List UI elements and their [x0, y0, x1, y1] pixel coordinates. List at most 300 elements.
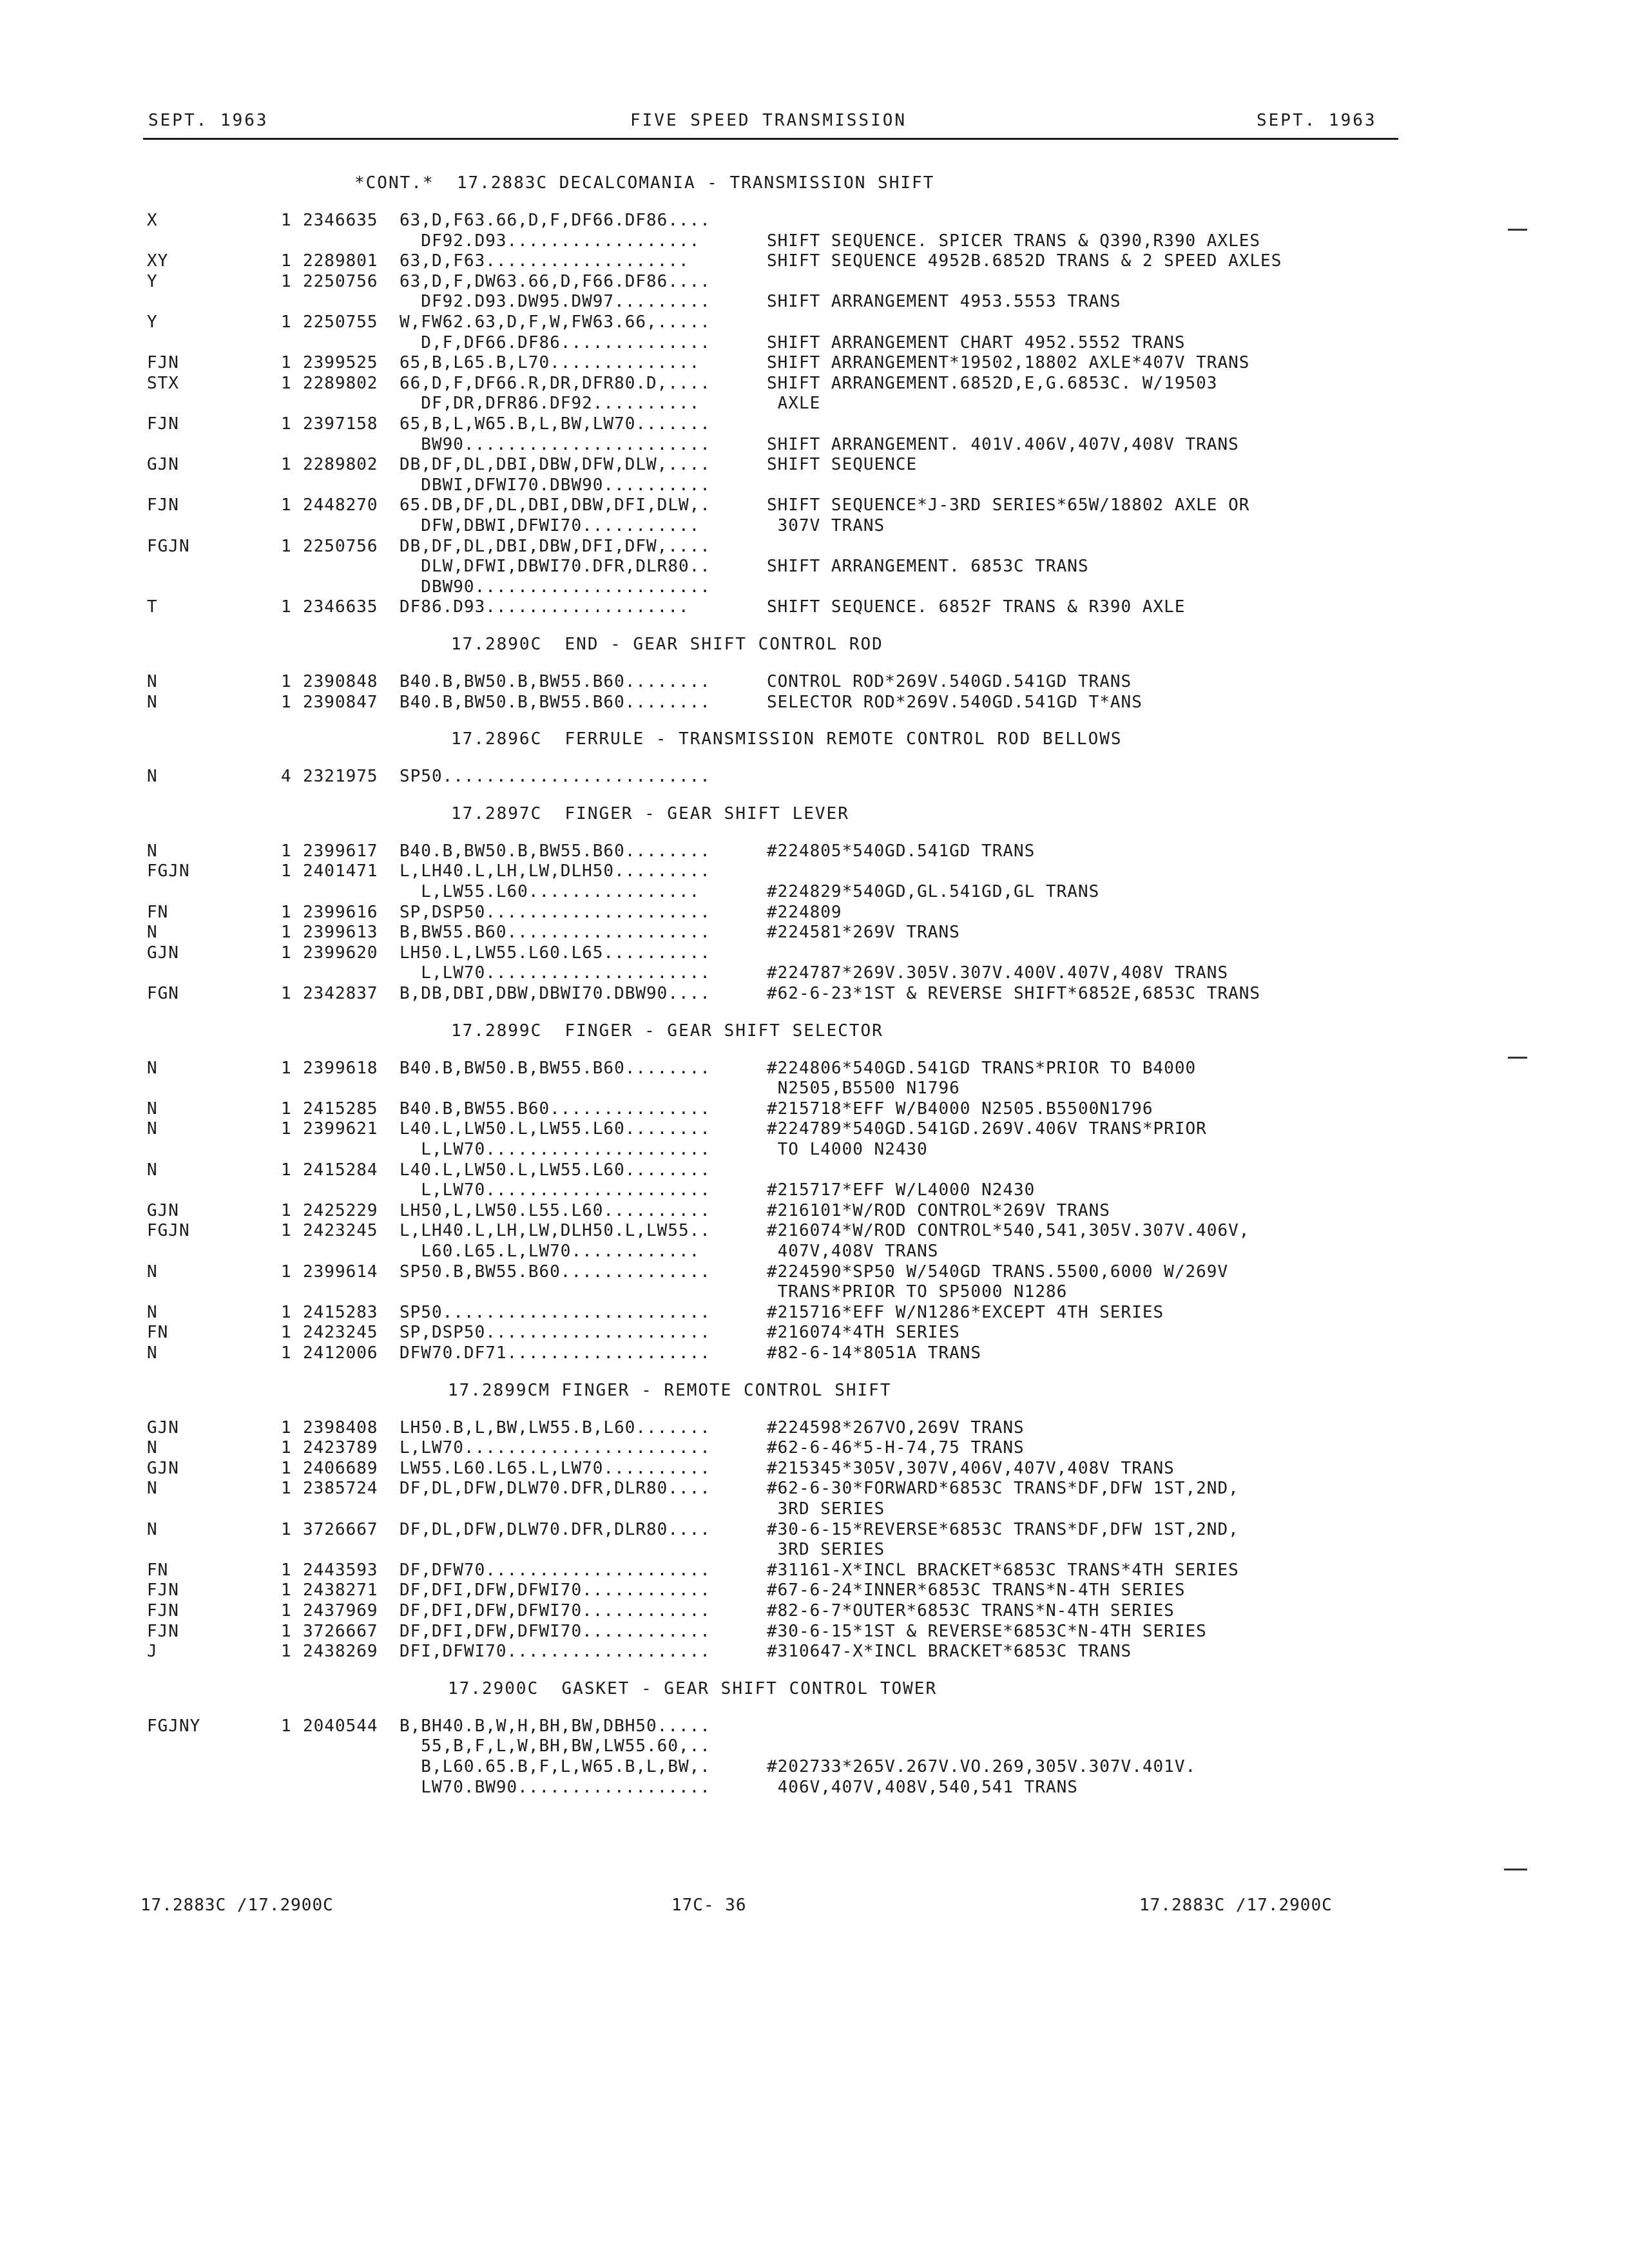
part-number: 2425229 [303, 1200, 378, 1220]
table-row [0, 1262, 1629, 1282]
model-applicability: B,BW55.B60................... [400, 923, 711, 943]
model-applicability: L,LW70..................... [400, 1140, 711, 1159]
model-applicability: L40.L,LW50.L,LW55.L60........ [400, 1160, 711, 1180]
part-description: #30-6-15*1ST & REVERSE*6853C*N-4TH SERIES [767, 1621, 1207, 1641]
vehicle-code: GJN [147, 943, 179, 963]
part-description: #62-6-23*1ST & REVERSE SHIFT*6852E,6853C TRANS [767, 984, 1261, 1003]
vehicle-code: FJN [147, 1621, 179, 1641]
model-applicability: DF,DL,DFW,DLW70.DFR,DLR80.... [400, 1519, 711, 1539]
quantity: 1 [281, 1519, 292, 1539]
vehicle-code: X [147, 211, 158, 230]
vehicle-code: FJN [147, 353, 179, 373]
table-row [0, 902, 1629, 923]
table-row [0, 393, 1629, 414]
vehicle-code: FN [147, 1560, 169, 1580]
part-number: 2397158 [303, 414, 378, 434]
table-row [0, 1302, 1629, 1323]
table-row [0, 671, 1629, 692]
footer-range-right: 17.2883C /17.2900C [1139, 1896, 1333, 1915]
part-number: 3726667 [303, 1519, 378, 1539]
table-row [0, 1220, 1629, 1241]
table-row [0, 841, 1629, 861]
quantity: 1 [281, 943, 292, 963]
margin-mark [1508, 1057, 1527, 1059]
quantity: 1 [281, 597, 292, 617]
part-description: SHIFT SEQUENCE*J-3RD SERIES*65W/18802 AXLE OR [767, 495, 1250, 515]
model-applicability: SP50......................... [400, 767, 711, 787]
part-number: 2399617 [303, 841, 378, 861]
part-number: 2342837 [303, 984, 378, 1003]
part-description: 406V,407V,408V,540,541 TRANS [767, 1777, 1078, 1797]
table-row [0, 1777, 1629, 1798]
model-applicability: DFI,DFWI70................... [400, 1642, 711, 1662]
table-row [0, 1437, 1629, 1458]
table-row [0, 1580, 1629, 1600]
table-row [0, 1322, 1629, 1343]
margin-mark [1504, 1869, 1527, 1870]
table-row [0, 454, 1629, 475]
vehicle-code: FGN [147, 984, 179, 1003]
section-title: 17.2899C FINGER - GEAR SHIFT SELECTOR [451, 1021, 883, 1041]
vehicle-code: GJN [147, 455, 179, 475]
table-row [0, 1621, 1629, 1642]
part-number: 2250755 [303, 312, 378, 332]
part-description: SHIFT SEQUENCE. 6852F TRANS & R390 AXLE [767, 597, 1186, 617]
part-number: 2321975 [303, 767, 378, 787]
part-description: N2505,B5500 N1796 [767, 1079, 960, 1099]
quantity: 1 [281, 211, 292, 230]
part-description: 407V,408V TRANS [767, 1242, 939, 1261]
part-number: 2443593 [303, 1560, 378, 1580]
table-row [0, 210, 1629, 231]
table-row [0, 414, 1629, 434]
table-row [0, 1241, 1629, 1262]
table-row [0, 271, 1629, 292]
model-applicability: DF92.D93.DW95.DW97......... [400, 292, 711, 312]
table-row [0, 515, 1629, 536]
part-description: 3RD SERIES [767, 1540, 885, 1560]
model-applicability: DF92.D93.................. [400, 231, 700, 251]
part-description: #224805*540GD.541GD TRANS [767, 841, 1036, 861]
part-number: 2399613 [303, 923, 378, 943]
table-row [0, 1519, 1629, 1540]
model-applicability: LH50.B,L,BW,LW55.B,L60....... [400, 1418, 711, 1437]
quantity: 1 [281, 692, 292, 712]
model-applicability: SP,DSP50..................... [400, 902, 711, 922]
quantity: 1 [281, 1058, 292, 1078]
model-applicability: L,LW70..................... [400, 1180, 711, 1200]
model-applicability: DBW90...................... [400, 577, 711, 597]
part-number: 2438269 [303, 1642, 378, 1662]
model-applicability: B40.B,BW50.B,BW55.B60........ [400, 1058, 711, 1078]
section-title: 17.2896C FERRULE - TRANSMISSION REMOTE CONTROL ROD BELLOWS [451, 729, 1123, 749]
part-number: 2415284 [303, 1160, 378, 1180]
table-row [0, 597, 1629, 617]
vehicle-code: N [147, 1343, 158, 1363]
table-row [0, 1716, 1629, 1736]
part-number: 2346635 [303, 597, 378, 617]
quantity: 4 [281, 767, 292, 787]
model-applicability: L60.L65.L,LW70............ [400, 1242, 700, 1261]
table-row [0, 231, 1629, 251]
table-row [0, 1539, 1629, 1560]
part-number: 2401471 [303, 861, 378, 881]
table-row [0, 943, 1629, 963]
vehicle-code: FJN [147, 414, 179, 434]
part-description: #215345*305V,307V,406V,407V,408V TRANS [767, 1458, 1175, 1478]
quantity: 1 [281, 373, 292, 393]
part-description: SHIFT SEQUENCE 4952B.6852D TRANS & 2 SPEED AXLES [767, 251, 1282, 271]
table-row [0, 434, 1629, 455]
table-row [0, 373, 1629, 394]
quantity: 1 [281, 1200, 292, 1220]
table-row [0, 1343, 1629, 1363]
part-description: #215716*EFF W/N1286*EXCEPT 4TH SERIES [767, 1302, 1164, 1322]
part-description: TO L4000 N2430 [767, 1140, 928, 1159]
table-row [0, 475, 1629, 495]
part-description: 307V TRANS [767, 516, 885, 535]
quantity: 1 [281, 536, 292, 556]
vehicle-code: J [147, 1642, 158, 1662]
vehicle-code: FGJN [147, 1221, 190, 1241]
quantity: 1 [281, 1323, 292, 1343]
part-description: #224809 [767, 902, 842, 922]
part-description: #67-6-24*INNER*6853C TRANS*N-4TH SERIES [767, 1581, 1186, 1600]
quantity: 1 [281, 861, 292, 881]
part-number: 2390848 [303, 672, 378, 691]
model-applicability: 65.DB,DF,DL,DBI,DBW,DFI,DLW,. [400, 495, 711, 515]
part-description: SHIFT SEQUENCE [767, 455, 918, 475]
model-applicability: 65,B,L,W65.B,L,BW,LW70....... [400, 414, 711, 434]
part-number: 2346635 [303, 211, 378, 230]
part-description: #224829*540GD,GL.541GD,GL TRANS [767, 882, 1100, 901]
table-row [0, 692, 1629, 713]
section-title: *CONT.* 17.2883C DECALCOMANIA - TRANSMISSION SHIFT [354, 173, 935, 193]
quantity: 1 [281, 1601, 292, 1620]
vehicle-code: GJN [147, 1418, 179, 1437]
model-applicability: W,FW62.63,D,F,W,FW63.66,..... [400, 312, 711, 332]
part-description: #224789*540GD.541GD.269V.406V TRANS*PRIOR [767, 1119, 1207, 1139]
model-applicability: SP50.B,BW55.B60.............. [400, 1262, 711, 1282]
table-row [0, 1641, 1629, 1662]
quantity: 1 [281, 1560, 292, 1580]
table-row [0, 881, 1629, 902]
part-description: SHIFT ARRANGEMENT*19502,18802 AXLE*407V TRANS [767, 353, 1250, 373]
table-row [0, 1139, 1629, 1160]
table-row [0, 1200, 1629, 1221]
model-applicability: B,DB,DBI,DBW,DBWI70.DBW90.... [400, 984, 711, 1003]
vehicle-code: FN [147, 1323, 169, 1343]
model-applicability: B40.B,BW50.B,BW55.B60........ [400, 692, 711, 712]
model-applicability: DB,DF,DL,DBI,DBW,DFW,DLW,.... [400, 455, 711, 475]
part-number: 2415283 [303, 1302, 378, 1322]
part-number: 2398408 [303, 1418, 378, 1437]
quantity: 1 [281, 251, 292, 271]
table-row [0, 1499, 1629, 1519]
header-date-left: SEPT. 1963 [148, 111, 269, 130]
section-title: 17.2897C FINGER - GEAR SHIFT LEVER [451, 803, 849, 823]
quantity: 1 [281, 312, 292, 332]
table-row [0, 1458, 1629, 1479]
part-description: #224581*269V TRANS [767, 923, 960, 943]
table-row [0, 352, 1629, 373]
vehicle-code: N [147, 1262, 158, 1282]
part-number: 2399618 [303, 1058, 378, 1078]
vehicle-code: XY [147, 251, 169, 271]
quantity: 1 [281, 1458, 292, 1478]
model-applicability: SP50......................... [400, 1302, 711, 1322]
vehicle-code: N [147, 1438, 158, 1458]
table-row [0, 1160, 1629, 1180]
model-applicability: B,BH40.B,W,H,BH,BW,DBH50..... [400, 1716, 711, 1736]
vehicle-code: FJN [147, 1601, 179, 1620]
section-title: 17.2890C END - GEAR SHIFT CONTROL ROD [451, 635, 883, 654]
vehicle-code: GJN [147, 1200, 179, 1220]
quantity: 1 [281, 902, 292, 922]
model-applicability: L,LW55.L60................ [400, 882, 700, 901]
part-description: #310647-X*INCL BRACKET*6853C TRANS [767, 1642, 1132, 1662]
model-applicability: DF,DFI,DFW,DFWI70............ [400, 1621, 711, 1641]
part-description: AXLE [767, 394, 821, 414]
table-row [0, 251, 1629, 271]
part-description: #31161-X*INCL BRACKET*6853C TRANS*4TH SERIES [767, 1560, 1239, 1580]
model-applicability: LH50,L,LW50.L55.L60.......... [400, 1200, 711, 1220]
model-applicability: B40.B,BW55.B60............... [400, 1099, 711, 1119]
part-description: #62-6-30*FORWARD*6853C TRANS*DF,DFW 1ST,2ND, [767, 1479, 1239, 1499]
table-row [0, 1119, 1629, 1139]
table-row [0, 1282, 1629, 1302]
quantity: 1 [281, 414, 292, 434]
quantity: 1 [281, 353, 292, 373]
vehicle-code: FGJN [147, 536, 190, 556]
part-description: SHIFT SEQUENCE. SPICER TRANS & Q390,R390 AXLES [767, 231, 1261, 251]
vehicle-code: STX [147, 373, 179, 393]
model-applicability: DLW,DFWI,DBWI70.DFR,DLR80.. [400, 557, 711, 577]
table-row [0, 1078, 1629, 1099]
model-applicability: 63,D,F,DW63.66,D,F66.DF86.... [400, 271, 711, 291]
vehicle-code: N [147, 1099, 158, 1119]
quantity: 1 [281, 495, 292, 515]
quantity: 1 [281, 1160, 292, 1180]
quantity: 1 [281, 1581, 292, 1600]
part-number: 2448270 [303, 495, 378, 515]
vehicle-code: N [147, 1479, 158, 1499]
vehicle-code: N [147, 841, 158, 861]
model-applicability: DBWI,DFWI70.DBW90.......... [400, 475, 711, 495]
part-number: 2412006 [303, 1343, 378, 1363]
vehicle-code: N [147, 767, 158, 787]
part-number: 2423789 [303, 1438, 378, 1458]
part-number: 2289802 [303, 455, 378, 475]
vehicle-code: FJN [147, 495, 179, 515]
part-description: SHIFT ARRANGEMENT 4953.5553 TRANS [767, 292, 1121, 312]
vehicle-code: T [147, 597, 158, 617]
model-applicability: L,LH40.L,LH,LW,DLH50.L,LW55.. [400, 1221, 711, 1241]
vehicle-code: N [147, 672, 158, 691]
part-number: 2437969 [303, 1601, 378, 1620]
part-number: 2390847 [303, 692, 378, 712]
model-applicability: LW70.BW90.................. [400, 1777, 711, 1797]
table-row [0, 556, 1629, 577]
header-date-right: SEPT. 1963 [1257, 111, 1377, 130]
table-row [0, 1478, 1629, 1499]
part-number: 2399525 [303, 353, 378, 373]
quantity: 1 [281, 1262, 292, 1282]
table-row [0, 312, 1629, 332]
vehicle-code: Y [147, 312, 158, 332]
part-number: 2399621 [303, 1119, 378, 1139]
table-row [0, 766, 1629, 787]
quantity: 1 [281, 672, 292, 691]
part-description: #224787*269V.305V.307V.400V.407V,408V TRANS [767, 963, 1229, 983]
vehicle-code: FJN [147, 1581, 179, 1600]
part-number: 2415285 [303, 1099, 378, 1119]
part-number: 2385724 [303, 1479, 378, 1499]
vehicle-code: N [147, 692, 158, 712]
model-applicability: 66,D,F,DF66.R,DR,DFR80.D,.... [400, 373, 711, 393]
part-description: #216074*W/ROD CONTROL*540,541,305V.307V.406V, [767, 1221, 1250, 1241]
model-applicability: B40.B,BW50.B,BW55.B60........ [400, 841, 711, 861]
part-number: 2250756 [303, 271, 378, 291]
part-description: #216074*4TH SERIES [767, 1323, 960, 1343]
quantity: 1 [281, 841, 292, 861]
quantity: 1 [281, 1221, 292, 1241]
vehicle-code: N [147, 923, 158, 943]
table-row [0, 1418, 1629, 1438]
part-number: 2250756 [303, 536, 378, 556]
part-number: 2423245 [303, 1323, 378, 1343]
model-applicability: B,L60.65.B,F,L,W65.B,L,BW,. [400, 1757, 711, 1776]
model-applicability: DFW70.DF71................... [400, 1343, 711, 1363]
part-number: 2423245 [303, 1221, 378, 1241]
table-row [0, 1180, 1629, 1200]
quantity: 1 [281, 1716, 292, 1736]
model-applicability: BW90....................... [400, 434, 711, 454]
model-applicability: L40.L,LW50.L,LW55.L60........ [400, 1119, 711, 1139]
part-description: SHIFT ARRANGEMENT. 401V.406V,407V,408V TRANS [767, 434, 1239, 454]
header-title: FIVE SPEED TRANSMISSION [630, 111, 907, 130]
part-number: 2289801 [303, 251, 378, 271]
model-applicability: LH50.L,LW55.L60.L65.......... [400, 943, 711, 963]
section-title: 17.2900C GASKET - GEAR SHIFT CONTROL TOWER [448, 1678, 938, 1698]
model-applicability: SP,DSP50..................... [400, 1323, 711, 1343]
vehicle-code: FGJNY [147, 1716, 201, 1736]
part-number: 2438271 [303, 1581, 378, 1600]
footer-page-number: 17C- 36 [671, 1896, 747, 1915]
part-description: SHIFT ARRANGEMENT. 6853C TRANS [767, 557, 1089, 577]
quantity: 1 [281, 455, 292, 475]
table-row [0, 922, 1629, 943]
part-description: TRANS*PRIOR TO SP5000 N1286 [767, 1282, 1068, 1302]
quantity: 1 [281, 1302, 292, 1322]
model-applicability: DF,DFI,DFW,DFWI70............ [400, 1601, 711, 1620]
model-applicability: DF,DFW70..................... [400, 1560, 711, 1580]
table-row [0, 1600, 1629, 1621]
model-applicability: DF86.D93................... [400, 597, 689, 617]
part-description: #216101*W/ROD CONTROL*269V TRANS [767, 1200, 1110, 1220]
model-applicability: 63,D,F63................... [400, 251, 689, 271]
vehicle-code: Y [147, 271, 158, 291]
table-row [0, 1560, 1629, 1581]
quantity: 1 [281, 1119, 292, 1139]
quantity: 1 [281, 984, 292, 1003]
part-description: #224806*540GD.541GD TRANS*PRIOR TO B4000 [767, 1058, 1197, 1078]
table-row [0, 1736, 1629, 1756]
part-description: #82-6-14*8051A TRANS [767, 1343, 982, 1363]
part-number: 2399616 [303, 902, 378, 922]
part-number: 2399614 [303, 1262, 378, 1282]
part-description: #62-6-46*5-H-74,75 TRANS [767, 1438, 1025, 1458]
model-applicability: B40.B,BW50.B,BW55.B60........ [400, 672, 711, 691]
quantity: 1 [281, 1343, 292, 1363]
table-row [0, 1058, 1629, 1079]
quantity: 1 [281, 1099, 292, 1119]
vehicle-code: N [147, 1058, 158, 1078]
table-row [0, 577, 1629, 597]
quantity: 1 [281, 271, 292, 291]
part-description: #202733*265V.267V.VO.269,305V.307V.401V. [767, 1757, 1197, 1776]
vehicle-code: N [147, 1160, 158, 1180]
section-title: 17.2899CM FINGER - REMOTE CONTROL SHIFT [448, 1380, 892, 1400]
model-applicability: L,LW70..................... [400, 963, 711, 983]
vehicle-code: FN [147, 902, 169, 922]
table-row [0, 963, 1629, 983]
quantity: 1 [281, 1479, 292, 1499]
part-description: CONTROL ROD*269V.540GD.541GD TRANS [767, 672, 1132, 691]
model-applicability: DF,DL,DFW,DLW70.DFR,DLR80.... [400, 1479, 711, 1499]
footer-range-left: 17.2883C /17.2900C [140, 1896, 334, 1915]
vehicle-code: FGJN [147, 861, 190, 881]
table-row [0, 332, 1629, 353]
model-applicability: DB,DF,DL,DBI,DBW,DFI,DFW,.... [400, 536, 711, 556]
model-applicability: 65,B,L65.B,L70.............. [400, 353, 700, 373]
model-applicability: DF,DR,DFR86.DF92.......... [400, 394, 700, 414]
table-row [0, 291, 1629, 312]
part-description: #215717*EFF W/L4000 N2430 [767, 1180, 1036, 1200]
vehicle-code: N [147, 1119, 158, 1139]
quantity: 1 [281, 923, 292, 943]
table-row [0, 495, 1629, 515]
part-description: #30-6-15*REVERSE*6853C TRANS*DF,DFW 1ST,2ND, [767, 1519, 1239, 1539]
quantity: 1 [281, 1438, 292, 1458]
part-description: SELECTOR ROD*269V.540GD.541GD T*ANS [767, 692, 1142, 712]
part-number: 3726667 [303, 1621, 378, 1641]
model-applicability: L,LH40.L,LH,LW,DLH50......... [400, 861, 711, 881]
table-row [0, 1756, 1629, 1777]
table-row [0, 861, 1629, 881]
model-applicability: 63,D,F63.66,D,F,DF66.DF86.... [400, 211, 711, 230]
part-number: 2406689 [303, 1458, 378, 1478]
part-number: 2399620 [303, 943, 378, 963]
part-description: SHIFT ARRANGEMENT.6852D,E,G.6853C. W/19503 [767, 373, 1218, 393]
model-applicability: 55,B,F,L,W,BH,BW,LW55.60,.. [400, 1736, 711, 1756]
table-row [0, 1099, 1629, 1119]
model-applicability: DFW,DBWI,DFWI70........... [400, 516, 700, 535]
part-description: 3RD SERIES [767, 1499, 885, 1519]
part-description: #224598*267VO,269V TRANS [767, 1418, 1025, 1437]
model-applicability: LW55.L60.L65.L,LW70.......... [400, 1458, 711, 1478]
part-description: #224590*SP50 W/540GD TRANS.5500,6000 W/269V [767, 1262, 1229, 1282]
quantity: 1 [281, 1418, 292, 1437]
table-row [0, 983, 1629, 1004]
table-row [0, 536, 1629, 557]
vehicle-code: N [147, 1302, 158, 1322]
part-description: #82-6-7*OUTER*6853C TRANS*N-4TH SERIES [767, 1601, 1175, 1620]
part-description: SHIFT ARRANGEMENT CHART 4952.5552 TRANS [767, 332, 1186, 352]
model-applicability: D,F,DF66.DF86.............. [400, 332, 711, 352]
part-description: #215718*EFF W/B4000 N2505.B5500N1796 [767, 1099, 1153, 1119]
vehicle-code: N [147, 1519, 158, 1539]
